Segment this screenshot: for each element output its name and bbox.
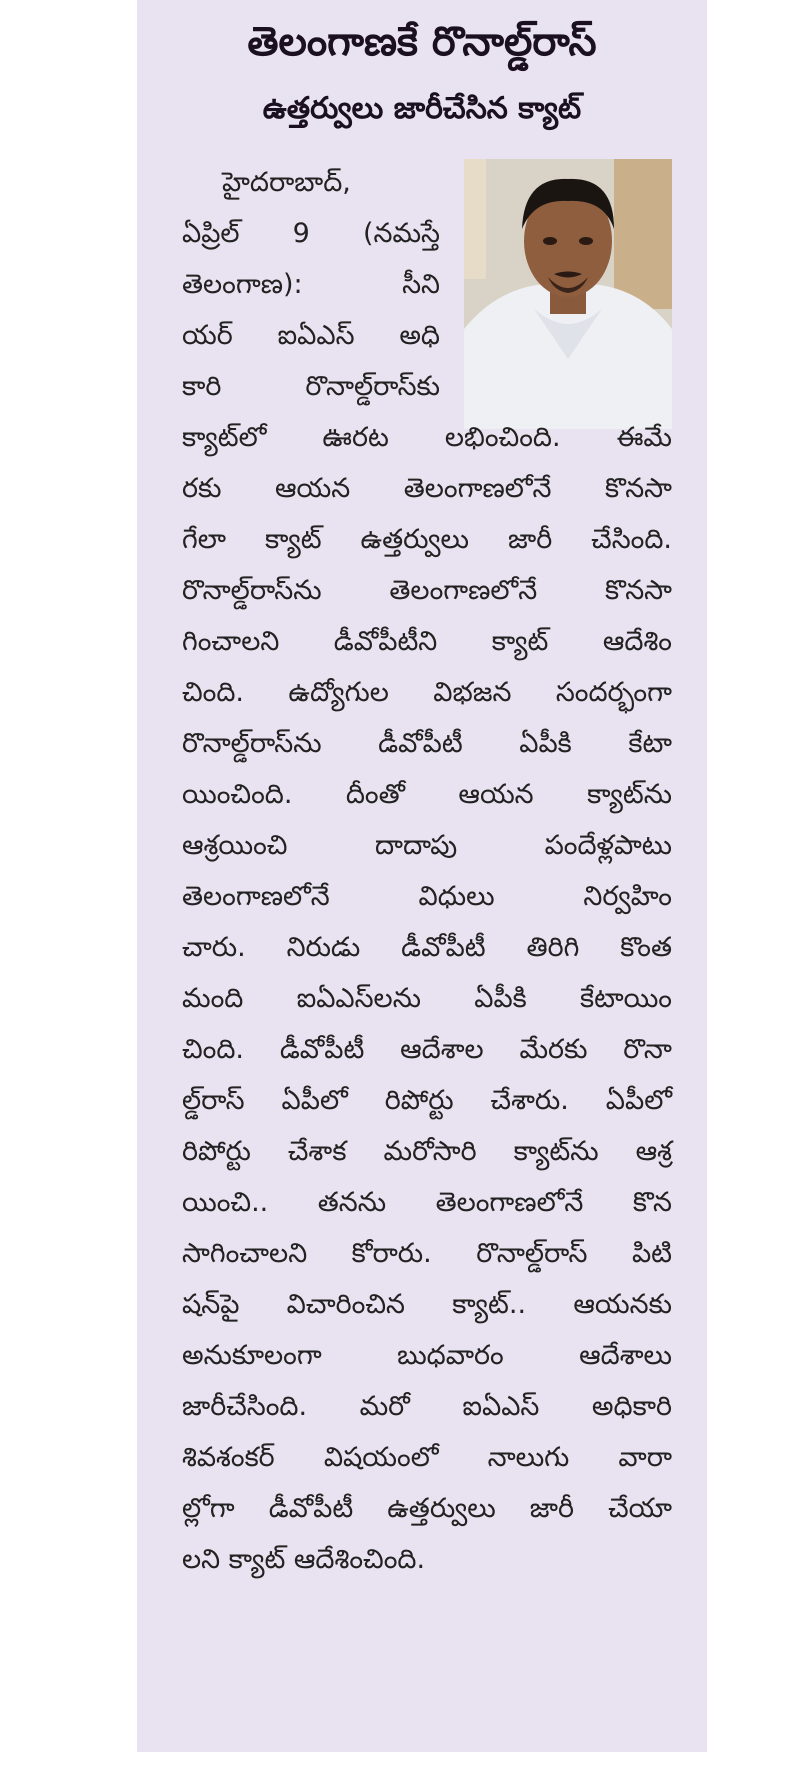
article-line: జారీచేసింది. మరో ఐఏఎస్ అధికారి [182, 1391, 672, 1422]
article-line: కారి రొనాల్డ్‌రాస్‌కు [182, 371, 440, 402]
article-line: సాగించాలని కోరారు. రొనాల్డ్‌రాస్ పిటి [182, 1238, 672, 1269]
article-line: తెలంగాణలోనే విధులు నిర్వహిం [182, 881, 672, 912]
article-line: చింది. డీవోపీటీ ఆదేశాల మేరకు రొనా [182, 1034, 672, 1065]
article-line: అనుకూలంగా బుధవారం ఆదేశాలు [182, 1340, 672, 1371]
article-line: శివశంకర్ విషయంలో నాలుగు వారా [182, 1442, 672, 1473]
article-line: రిపోర్టు చేశాక మరోసారి క్యాట్‌ను ఆశ్ర [182, 1136, 672, 1167]
article-line: చింది. ఉద్యోగుల విభజన సందర్భంగా [182, 677, 672, 708]
article-line: క్యాట్‌లో ఊరట లభించింది. ఈమే [182, 422, 672, 453]
article-line: షన్‌పై విచారించిన క్యాట్.. ఆయనకు [182, 1289, 672, 1320]
article-line: ఏప్రిల్ 9 (నమస్తే [182, 218, 440, 249]
article-line: ఆశ్రయించి దాదాపు పందేళ్లపాటు [182, 830, 672, 861]
article-line: ల్లోగా డీవోపీటీ ఉత్తర్వులు జారీ చేయా [182, 1493, 672, 1524]
news-clipping [137, 0, 707, 1752]
article-line: గించాలని డీవోపీటీని క్యాట్ ఆదేశిం [182, 626, 672, 657]
article-line: రకు ఆయన తెలంగాణలోనే కొనసా [182, 473, 672, 504]
article-line: తెలంగాణ): సీని [182, 269, 440, 300]
article-line: యర్ ఐఏఎస్ అధి [182, 320, 440, 351]
subheadline: ఉత్తర్వులు జారీచేసిన క్యాట్ [262, 91, 582, 126]
article-line: యించింది. దీంతో ఆయన క్యాట్‌ను [182, 779, 672, 810]
article-line: మంది ఐఏఎస్‌లను ఏపీకి కేటాయిం [182, 983, 672, 1014]
article-line: రొనాల్డ్‌రాస్‌ను తెలంగాణలోనే కొనసా [182, 575, 672, 606]
portrait-photo-icon [464, 159, 672, 429]
article-line: యించి.. తనను తెలంగాణలోనే కొన [182, 1187, 672, 1218]
article-line: గేలా క్యాట్ ఉత్తర్వులు జారీ చేసింది. [182, 524, 672, 555]
headline: తెలంగాణకే రొనాల్డ్‌రాస్ [247, 19, 597, 65]
article-line: లని క్యాట్ ఆదేశించింది. [182, 1544, 426, 1575]
article-line: హైదరాబాద్, [222, 167, 351, 198]
article-line: రొనాల్డ్‌రాస్‌ను డీవోపీటీ ఏపీకి కేటా [182, 728, 672, 759]
article-line: ల్డ్‌రాస్ ఏపీలో రిపోర్టు చేశారు. ఏపీలో [182, 1085, 672, 1116]
article-line: చారు. నిరుడు డీవోపీటీ తిరిగి కొంత [182, 932, 672, 963]
portrait-photo [464, 159, 672, 429]
